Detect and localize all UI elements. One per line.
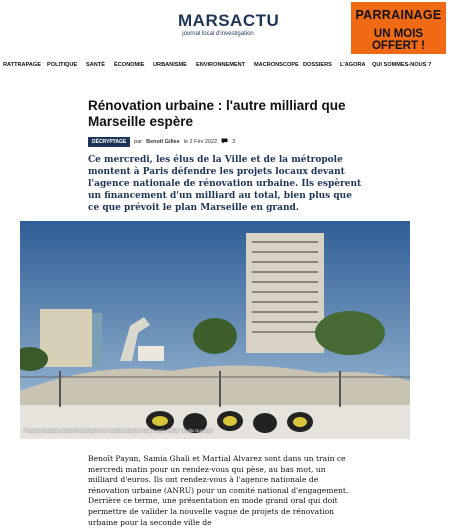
promo-line-1: PARRAINAGE [355,8,442,22]
nav-item-economie[interactable]: ÉCONOMIE [114,62,145,68]
article-date: le 2 Fév 2022 [183,139,218,145]
nav-item-sante[interactable]: SANTÉ [86,62,105,68]
logo-tagline: journal local d'investigation [182,31,254,37]
nav-item-environnement[interactable]: ENVIRONNEMENT [196,62,246,68]
comment-count[interactable]: 3 [232,139,236,145]
comment-icon[interactable] [221,138,228,146]
article-title: Rénovation urbaine : l'autre milliard que Marseille espère [88,98,346,129]
nav-item-urbanisme[interactable]: URBANISME [153,62,187,68]
promo-banner[interactable] [351,2,446,54]
promo-line-2: UN MOIS OFFERT ! [371,28,426,52]
author-prefix: par [134,139,143,145]
article-photo [20,221,410,439]
site-logo[interactable] [178,11,280,37]
nav-item-macronscope[interactable]: MACRONSCOPE [254,62,299,68]
main-nav [0,60,454,74]
article-meta [88,137,368,147]
photo-caption: Plusieurs chantiers doivent être démarrés ou relancés dans les mois à venir. (Photo : Emilio Guzman) [24,428,213,433]
nav-item-dossiers[interactable]: DOSSIERS [303,62,332,68]
logo-name: MARSACTU [178,11,280,30]
nav-item-politique[interactable]: POLITIQUE [47,62,78,68]
nav-item-agora[interactable]: L'AGORA [340,62,366,68]
nav-item-qui-sommes-nous[interactable]: QUI SOMMES-NOUS ? [372,62,432,68]
category-badge[interactable]: DÉCRYPTAGE [88,137,130,147]
article-header [88,98,368,214]
nav-item-rattrapage[interactable]: RATTRAPAGE [3,62,42,68]
article-lead: Ce mercredi, les élus de la Ville et de la métropole montent à Paris défendre les projets locaux devant l'agence nationale de rénovation urbaine. Ils espèrent un financement d'un milliard au total, bien plus que ce que prévoit le plan Marseille en grand. [88,155,362,213]
article-body: Benoît Payan, Samia Ghali et Martial Alvarez sont dans un train ce mercredi matin pour un rendez-vous qui pèse, au bas mot, un milliard d'euros. Ils ont rendez-vous à l'agence nationale de rénovation urbaine (ANRU) pour un comité national d'engagement. Derrière ce terme, une présentation en mode grand oral qui doit permettre de valider la nouvelle vague de projets de rénovation urbaine pour la seconde ville de [88,454,349,527]
author-link[interactable]: Benoît Gilles [146,139,180,145]
